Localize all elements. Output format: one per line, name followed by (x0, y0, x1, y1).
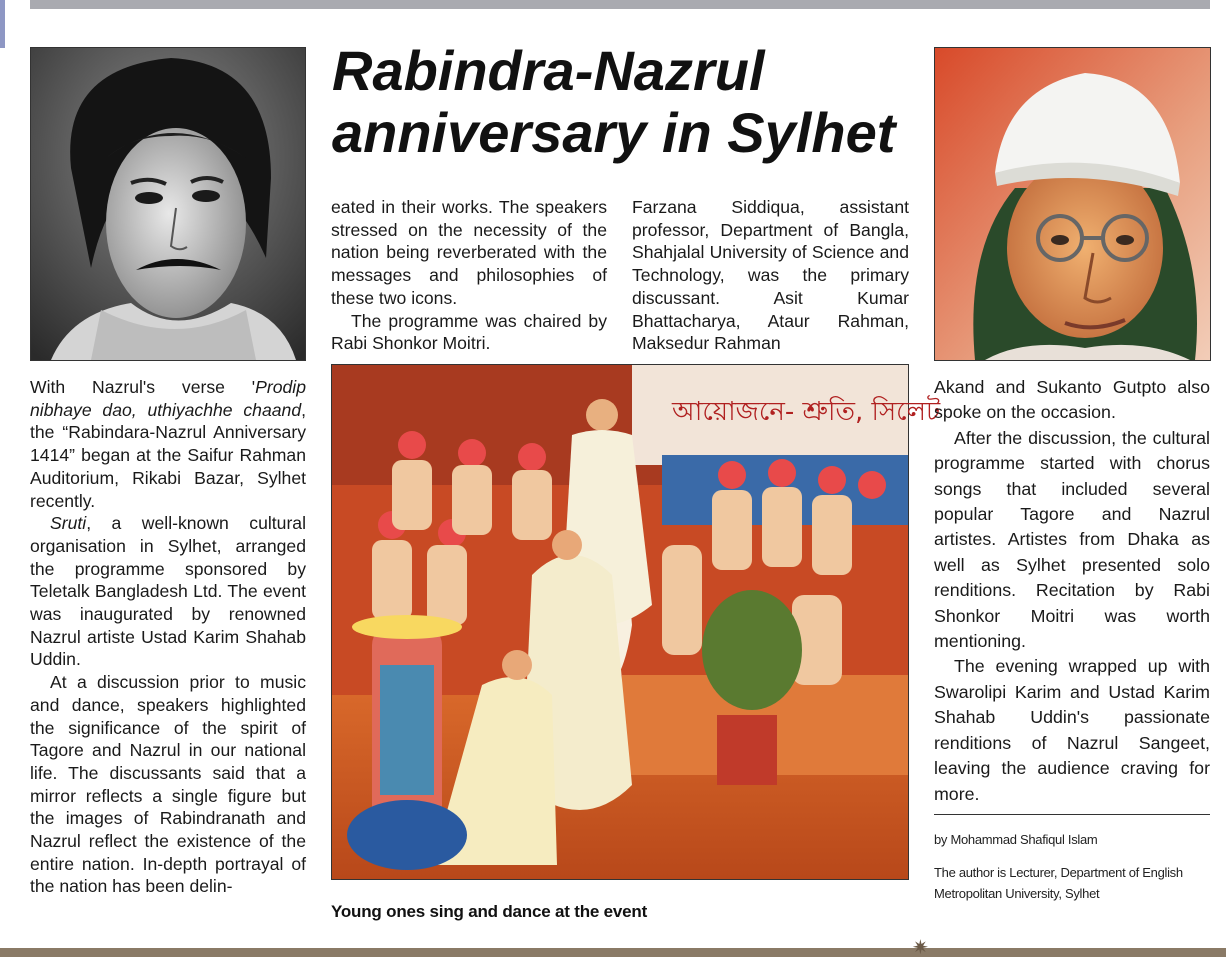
photo-caption: Young ones sing and dance at the event (331, 902, 648, 921)
article-column-1 (30, 376, 306, 898)
text-span: , the “Rabindara-Nazrul Anniversary 1414” began at the Saifur Rahman Auditorium, Rikabi Bazar, Sylhet recently. (30, 399, 306, 511)
paragraph: Akand and Sukanto Gutpto also spoke on the occasion. (934, 377, 1210, 423)
top-rule (30, 0, 1210, 9)
bottom-rule (0, 948, 1226, 957)
article-column-4 (934, 375, 1210, 807)
paragraph: eated in their works. The speakers stressed on the necessity of the nation being reverberated with the messages and philosophies of these two icons. (331, 197, 607, 308)
paragraph: At a discussion prior to music and dance, speakers highlighted the significance of the spirit of Tagore and Nazrul in our national life. The discussants said that a mirror reflects a single figure but the images of Rabindranath and Nazrul reflect the existence of the entire nation. In-depth portrayal of the nation has been delin- (30, 672, 306, 897)
author-note: The author is Lecturer, Department of English Metropolitan University, Sylhet (934, 865, 1183, 901)
article-column-3 (632, 196, 909, 355)
article-column-2 (331, 196, 607, 355)
tagore-portrait (30, 47, 306, 361)
stage-banner-text: আয়োজনে- শ্রুতি, সিলেট (672, 397, 941, 427)
verse-title: Prodip nibhaye dao, uthiyachhe chaand (30, 377, 306, 420)
paragraph: After the discussion, the cultural programme started with chorus songs that included several popular Tagore and Nazrul artistes. Artistes from Dhaka as well as Sylhet presented solo renditions. Recitation by Rabi Shonkor Moitri was worth mentioning. (934, 427, 1210, 652)
nazrul-portrait (934, 47, 1211, 361)
text-span: , a well-known cultural organisation in Sylhet, arranged the programme sponsored by Teletalk Bangladesh Ltd. The event was inaugurated by renowned Nazrul artiste Ustad Karim Shahab Uddin. (30, 513, 306, 670)
text-span: With Nazrul's verse ' (30, 377, 256, 397)
byline-divider (934, 814, 1210, 815)
left-edge-strip (0, 0, 5, 48)
paragraph: The evening wrapped up with Swarolipi Karim and Ustad Karim Shahab Uddin's passionate renditions of Nazrul Sangeet, leaving the audience craving for more. (934, 656, 1210, 804)
paragraph (30, 376, 306, 512)
paragraph (30, 512, 306, 671)
paragraph: Farzana Siddiqua, assistant professor, Department of Bangla, Shahjalal University of Science and Technology, was the primary discussant. Asit Kumar Bhattacharya, Ataur Rahman, Maksedur Rahman (632, 197, 909, 354)
paragraph: The programme was chaired by Rabi Shonkor Moitri. (331, 310, 607, 354)
byline: by Mohammad Shafiqul Islam (934, 832, 1098, 847)
event-photo (331, 364, 941, 880)
headline: Rabindra-Nazrul anniversary in Sylhet (332, 39, 896, 164)
organisation-name: Sruti (50, 513, 87, 534)
ornament-star-icon: ✷ (912, 937, 929, 959)
